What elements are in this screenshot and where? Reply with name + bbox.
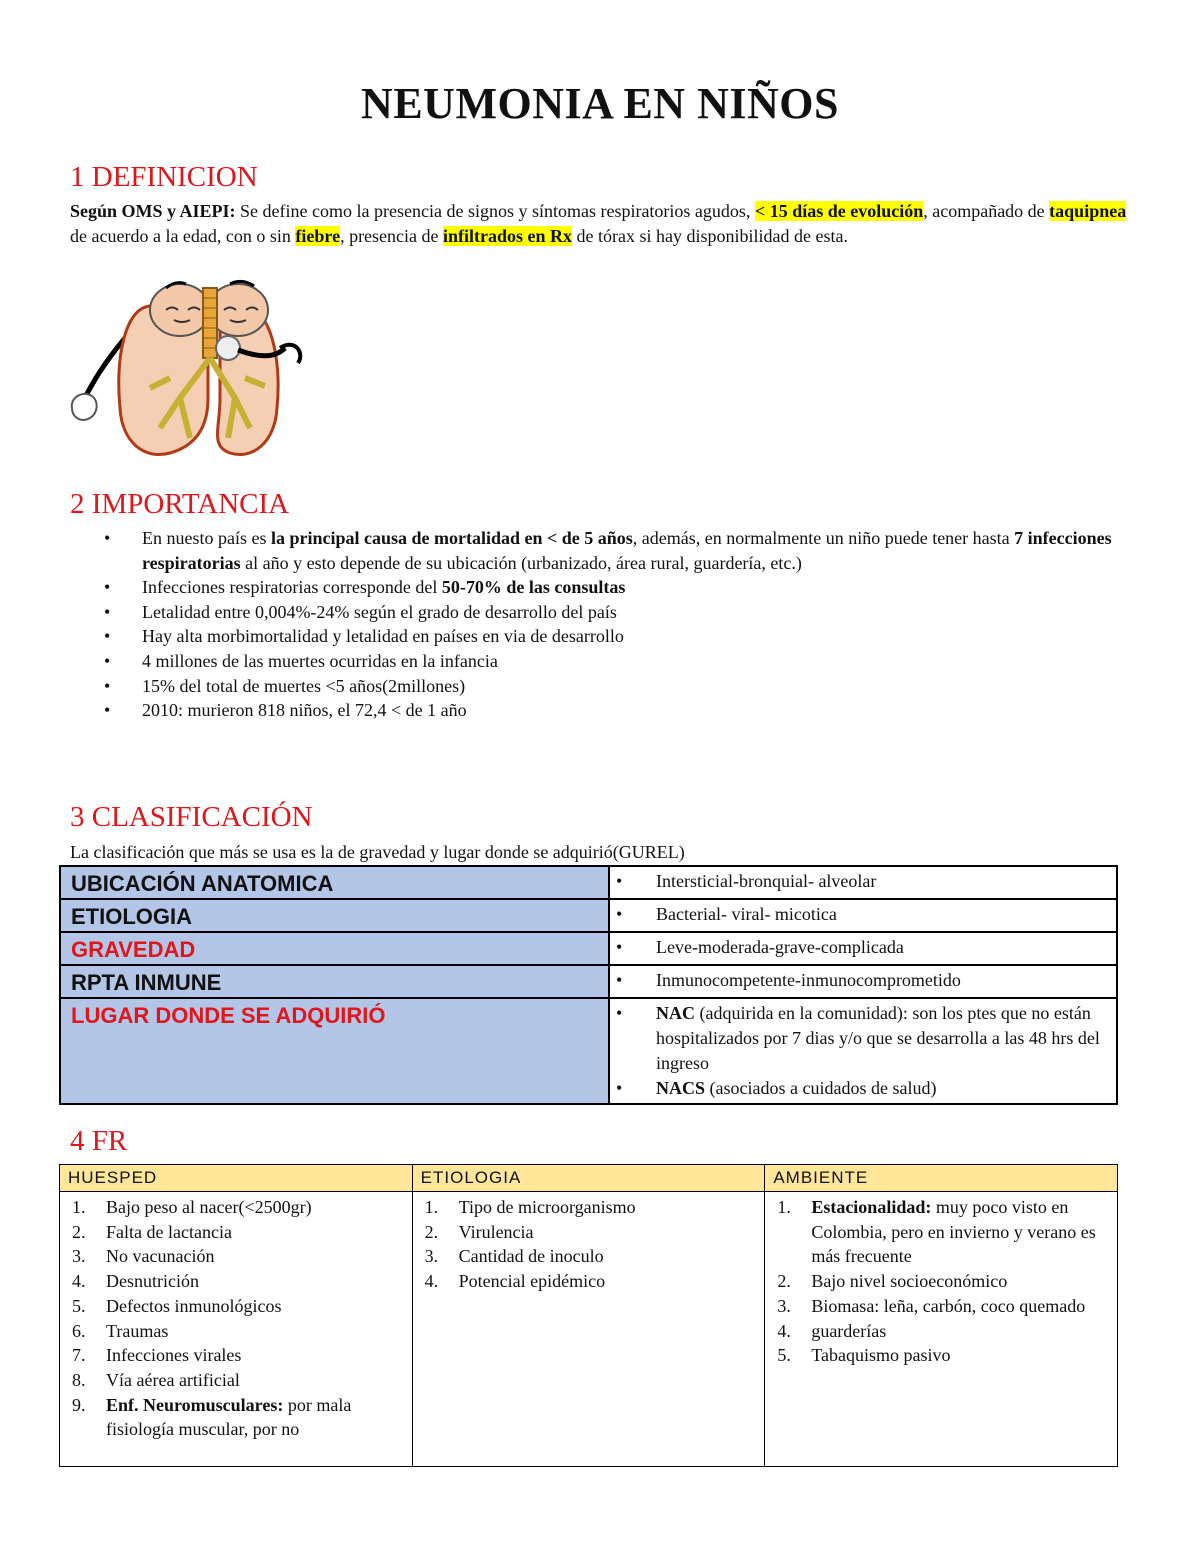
bullet-item: • Bacterial- viral- micotica bbox=[610, 902, 1110, 927]
row-value bbox=[609, 998, 1117, 1104]
table-header-row bbox=[60, 1165, 1118, 1192]
list-item: 3. Biomasa: leña, carbón, coco quemado bbox=[777, 1295, 1086, 1316]
ambiente-list bbox=[773, 1195, 1109, 1368]
list-item: • Hay alta morbimortalidad y letalidad en países en via de desarrollo bbox=[70, 624, 1130, 649]
fr-table bbox=[59, 1164, 1118, 1467]
list-item: 7. Infecciones virales bbox=[72, 1345, 242, 1366]
bullet-item: • Inmunocompetente-inmunocomprometido bbox=[610, 968, 1110, 993]
text: Vía aérea artificial bbox=[106, 1369, 240, 1390]
list-item: 4. Potencial epidémico bbox=[424, 1271, 606, 1292]
heading-definicion: 1 DEFINICION bbox=[70, 161, 258, 193]
column-header: AMBIENTE bbox=[765, 1165, 1118, 1192]
bold-text: NAC bbox=[656, 1003, 695, 1023]
table-row bbox=[60, 932, 1117, 965]
list-item: • 4 millones de las muertes ocurridas en la infancia bbox=[70, 649, 1130, 674]
row-value bbox=[609, 866, 1117, 899]
text: muy poco visto en Colombia, pero en invierno y verano es más frecuente bbox=[811, 1197, 1096, 1267]
heading-fr: 4 FR bbox=[70, 1125, 128, 1157]
row-value bbox=[609, 899, 1117, 932]
etiologia-cell bbox=[412, 1192, 765, 1467]
text: de acuerdo a la edad, con o sin bbox=[70, 226, 296, 246]
list-item: 2. Virulencia bbox=[424, 1221, 534, 1242]
column-header: HUESPED bbox=[60, 1165, 413, 1192]
column-header: ETIOLOGIA bbox=[412, 1165, 765, 1192]
row-value bbox=[609, 965, 1117, 998]
highlight-evolucion: < 15 días de evolución bbox=[754, 201, 924, 221]
bold-text: la principal causa de mortalidad en < de 5 años bbox=[270, 528, 633, 548]
list-item: 1. Estacionalidad: muy poco visto en Colombia, pero en invierno y verano es más frecuente bbox=[777, 1197, 1096, 1267]
row-label: LUGAR DONDE SE ADQUIRIÓ bbox=[60, 998, 609, 1104]
table-row bbox=[60, 1192, 1118, 1467]
text: Desnutrición bbox=[106, 1271, 199, 1292]
text: Tabaquismo pasivo bbox=[811, 1345, 951, 1366]
bold-text: 50-70% de las consultas bbox=[441, 577, 626, 598]
row-label: ETIOLOGIA bbox=[60, 899, 609, 932]
heading-importancia: 2 IMPORTANCIA bbox=[70, 488, 290, 520]
row-label: UBICACIÓN ANATOMICA bbox=[60, 866, 609, 899]
text: guarderías bbox=[811, 1320, 887, 1341]
text: Defectos inmunológicos bbox=[106, 1295, 282, 1316]
text: de tórax si hay disponibilidad de esta. bbox=[572, 226, 848, 246]
list-item: • 2010: murieron 818 niños, el 72,4 < de 1 año bbox=[70, 698, 1130, 723]
list-item: 5. Tabaquismo pasivo bbox=[777, 1345, 951, 1366]
list-item: 5. Defectos inmunológicos bbox=[72, 1295, 282, 1316]
list-item: 3. Cantidad de inoculo bbox=[424, 1246, 604, 1267]
highlight-taquipnea: taquipnea bbox=[1049, 201, 1127, 221]
table-row bbox=[60, 899, 1117, 932]
text: Falta de lactancia bbox=[106, 1221, 232, 1242]
text: Infecciones respiratorias corresponde del bbox=[142, 577, 442, 598]
text: En nuesto país es bbox=[142, 528, 271, 548]
lungs-illustration bbox=[70, 278, 320, 468]
text: , acompañado de bbox=[923, 201, 1050, 221]
list-item: 4. Desnutrición bbox=[72, 1271, 199, 1292]
clasificacion-table bbox=[59, 865, 1118, 1105]
text: No vacunación bbox=[106, 1246, 215, 1267]
clasificacion-intro: La clasificación que más se usa es la de gravedad y lugar donde se adquirió(GUREL) bbox=[70, 842, 685, 862]
importancia-list bbox=[70, 526, 1130, 723]
list-item: • 15% del total de muertes <5 años(2millones) bbox=[70, 674, 1130, 699]
ambiente-cell bbox=[765, 1192, 1118, 1467]
text: , presencia de bbox=[340, 226, 444, 246]
text: Biomasa: leña, carbón, coco quemado bbox=[811, 1295, 1086, 1316]
text: Tipo de microorganismo bbox=[458, 1197, 636, 1217]
bold-text: Enf. Neuromusculares: bbox=[106, 1394, 284, 1415]
text: al año y esto depende de su ubicación (urbanizado, área rural, guardería, etc.) bbox=[240, 552, 802, 573]
text: , además, en normalmente un niño puede tener hasta bbox=[632, 528, 1015, 548]
list-item: 4. guarderías bbox=[777, 1320, 887, 1341]
table-row bbox=[60, 866, 1117, 899]
text: Bajo peso al nacer(<2500gr) bbox=[106, 1197, 312, 1217]
row-value bbox=[609, 932, 1117, 965]
bullet-item bbox=[610, 1076, 1110, 1101]
bullet-item: • Intersticial-bronquial- alveolar bbox=[610, 869, 1110, 894]
highlight-infiltrados: infiltrados en Rx bbox=[443, 226, 573, 246]
highlight-fiebre: fiebre bbox=[295, 226, 341, 246]
document-title: NEUMONIA EN NIÑOS bbox=[361, 79, 839, 128]
bullet-item bbox=[610, 1001, 1110, 1076]
text: Infecciones virales bbox=[106, 1345, 242, 1366]
table-row bbox=[60, 965, 1117, 998]
bold-text: NACS bbox=[656, 1078, 706, 1098]
list-item: 6. Traumas bbox=[72, 1320, 169, 1341]
huesped-cell bbox=[60, 1192, 413, 1467]
text: Potencial epidémico bbox=[458, 1271, 606, 1292]
bullet-item: • Leve-moderada-grave-complicada bbox=[610, 935, 1110, 960]
text: Traumas bbox=[106, 1320, 169, 1341]
text: por mala fisiología muscular, por no bbox=[106, 1394, 352, 1440]
definicion-source: Según OMS y AIEPI: bbox=[70, 201, 236, 221]
text: Bajo nivel socioeconómico bbox=[811, 1271, 1008, 1292]
list-item: 2. Bajo nivel socioeconómico bbox=[777, 1271, 1008, 1292]
list-item bbox=[70, 575, 1130, 600]
etiologia-list bbox=[421, 1195, 757, 1294]
bold-text: Estacionalidad: bbox=[811, 1197, 932, 1217]
heading-clasificacion: 3 CLASIFICACIÓN bbox=[70, 801, 313, 833]
text: (asociados a cuidados de salud) bbox=[705, 1078, 937, 1098]
text: (adquirida en la comunidad): son los ptes que no están hospitalizados por 7 dias y/o que se desarrolla a las 48 hrs del ingreso bbox=[656, 1003, 1100, 1073]
list-item: 3. No vacunación bbox=[72, 1246, 215, 1267]
row-label: RPTA INMUNE bbox=[60, 965, 609, 998]
text: Virulencia bbox=[458, 1221, 534, 1242]
list-item: 8. Vía aérea artificial bbox=[72, 1369, 240, 1390]
huesped-list bbox=[68, 1195, 404, 1442]
list-item: 1. Bajo peso al nacer(<2500gr) bbox=[72, 1197, 312, 1217]
bold-text: 7 infecciones respiratorias bbox=[142, 528, 1112, 573]
list-item: 1. Tipo de microorganismo bbox=[424, 1197, 636, 1217]
list-item: 9. Enf. Neuromusculares: por mala fisiología muscular, por no bbox=[72, 1394, 352, 1440]
list-item: 2. Falta de lactancia bbox=[72, 1221, 232, 1242]
definicion-paragraph bbox=[70, 199, 1130, 249]
list-item: • Letalidad entre 0,004%-24% según el grado de desarrollo del país bbox=[70, 600, 1130, 625]
text: Cantidad de inoculo bbox=[458, 1246, 604, 1267]
row-label: GRAVEDAD bbox=[60, 932, 609, 965]
list-item bbox=[70, 526, 1130, 575]
table-row bbox=[60, 998, 1117, 1104]
text: Se define como la presencia de signos y síntomas respiratorios agudos, bbox=[235, 201, 755, 221]
